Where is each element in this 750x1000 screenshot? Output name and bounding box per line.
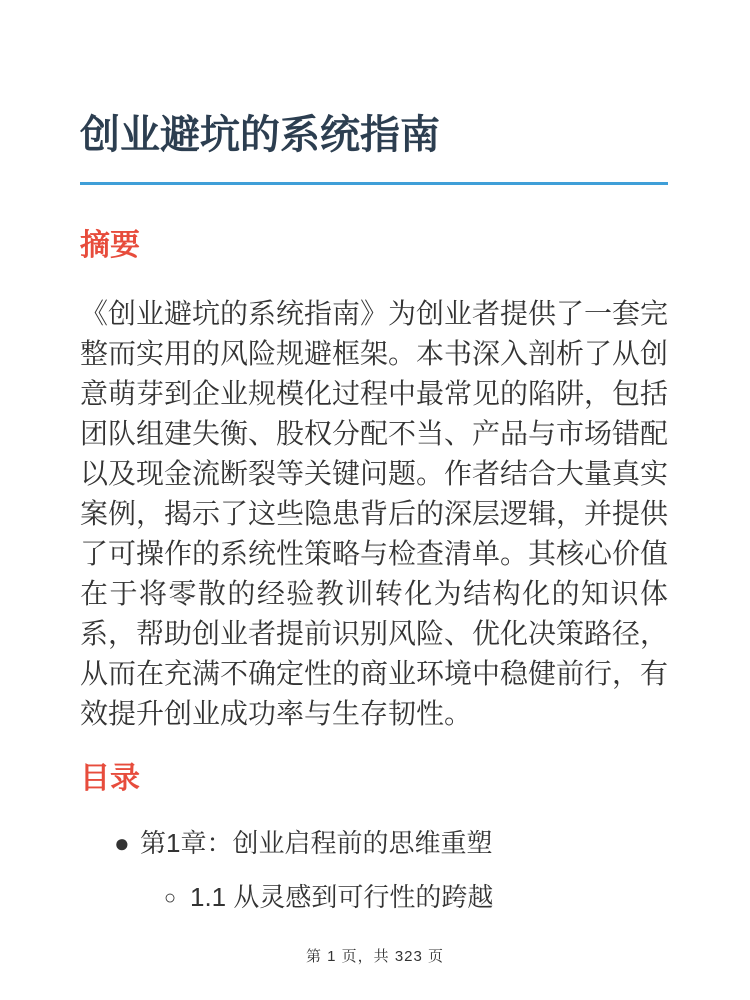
abstract-paragraph: 《创业避坑的系统指南》为创业者提供了一套完整而实用的风险规避框架。本书深入剖析了从创意萌芽到企业规模化过程中最常见的陷阱，包括团队组建失衡、股权分配不当、产品与市场错配以及现金流断裂等关键问题。作者结合大量真实案例，揭示了这些隐患背后的深层逻辑，并提供了可操作的系统性策略与检查清单。其核心价值在于将零散的经验教训转化为结构化的知识体系，帮助创业者提前识别风险、优化决策路径，从而在充满不确定性的商业环境中稳健前行，有效提升创业成功率与生存韧性。 bbox=[80, 297, 669, 729]
toc-sublist bbox=[140, 880, 668, 914]
abstract-heading: 摘要 bbox=[80, 229, 140, 262]
page-title: 创业避坑的系统指南 bbox=[80, 112, 668, 185]
toc-item-chapter-1 bbox=[114, 826, 668, 914]
toc-list bbox=[80, 826, 668, 914]
circle-bullet-icon: ○ bbox=[164, 887, 177, 909]
toc-subitem-label: 1.1 从灵感到可行性的跨越 bbox=[190, 882, 494, 912]
disc-bullet-icon: ● bbox=[114, 828, 130, 858]
toc-item-label: 第1章：创业启程前的思维重塑 bbox=[140, 828, 493, 858]
toc-heading: 目录 bbox=[80, 761, 140, 795]
page-number: 第 1 页，共 323 页 bbox=[305, 948, 445, 965]
toc-item-section-1-1 bbox=[164, 880, 668, 914]
